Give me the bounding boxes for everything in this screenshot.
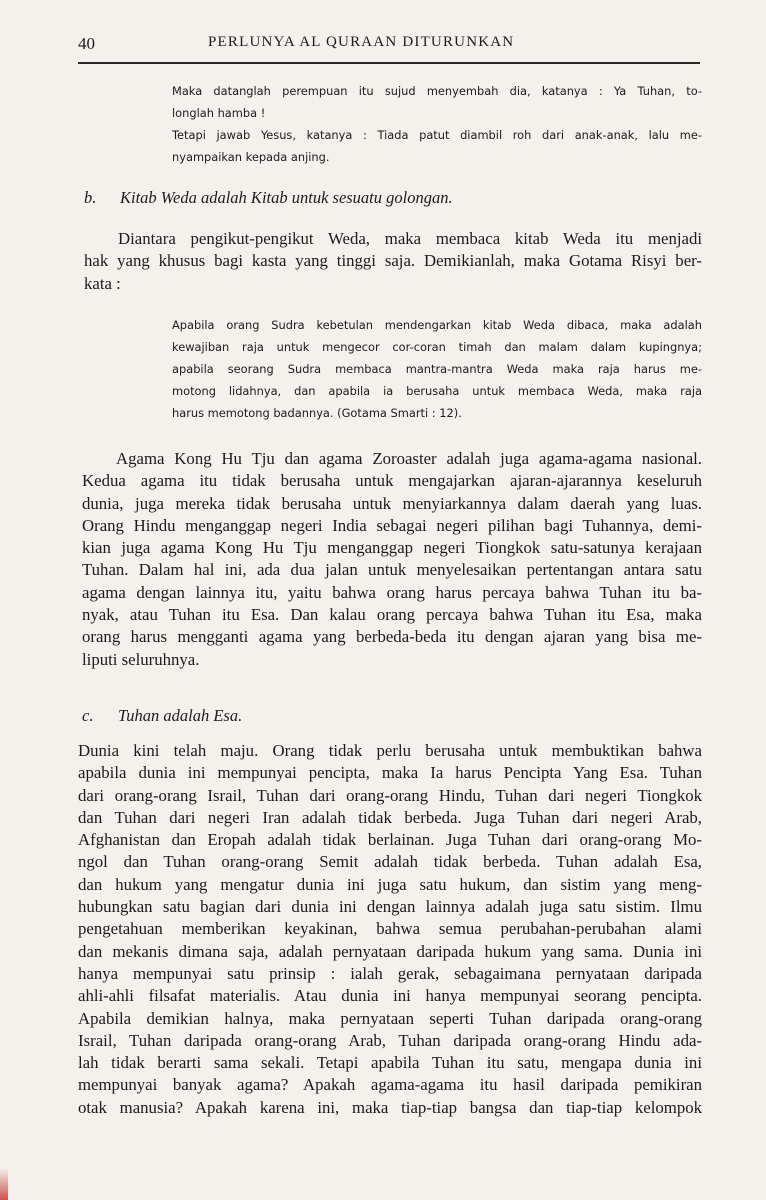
- text-line: Kedua agama itu tidak berusaha untuk mengajarkan ajaran-ajarannya keseluruh: [82, 471, 702, 491]
- page-number: 40: [78, 34, 95, 53]
- text-line: Tetapi jawab Yesus, katanya : Tiada patut diambil roh dari anak-anak, lalu me-: [172, 128, 702, 142]
- text-line: kata :: [84, 273, 121, 293]
- section-label: c.: [82, 706, 94, 725]
- page-header: [78, 30, 700, 64]
- text-line: dan hukum yang mengatur dunia ini juga satu hukum, dan sistim yang meng-: [78, 874, 702, 894]
- text-line: nyak, atau Tuhan itu Esa. Dan kalau orang percaya bahwa Tuhan itu Esa, maka: [82, 605, 702, 625]
- text-line: agama dengan lainnya itu, yaitu bahwa orang harus percaya bahwa Tuhan itu ba-: [82, 582, 702, 602]
- text-line: apabila seorang Sudra membaca mantra-mantra Weda maka raja harus me-: [172, 362, 702, 376]
- text-line: nyampaikan kepada anjing.: [172, 150, 330, 164]
- text-line: Orang Hindu menganggap negeri India sebagai negeri pilihan bagi Tuhannya, demi-: [82, 515, 702, 535]
- text-line: Maka datanglah perempuan itu sujud menyembah dia, katanya : Ya Tuhan, to-: [172, 84, 702, 98]
- text-line: motong lidahnya, dan apabila ia berusaha untuk membaca Weda, maka raja: [172, 384, 702, 398]
- text-line: hubungkan satu bagian dari dunia ini dengan lainnya adalah juga satu sistim. Ilmu: [78, 897, 702, 917]
- text-line: Dunia kini telah maju. Orang tidak perlu berusaha untuk membuktikan bahwa: [78, 741, 702, 760]
- text-line: dan mekanis dimana saja, adalah pernyataan daripada hukum yang sama. Dunia ini: [78, 941, 702, 961]
- paragraph-kong-hu-tju: [82, 448, 702, 671]
- text-line: Agama Kong Hu Tju dan agama Zoroaster adalah juga agama-agama nasional.: [116, 449, 702, 468]
- text-line: ahli-ahli filsafat materialis. Atau dunia ini hanya mempunyai seorang pencipta.: [78, 986, 702, 1006]
- text-line: Diantara pengikut-pengikut Weda, maka membaca kitab Weda itu menjadi: [118, 229, 702, 248]
- text-line: kian juga agama Kong Hu Tju menganggap negeri Tiongkok satu-satunya kerajaan: [82, 538, 702, 558]
- text-line: otak manusia? Apakah karena ini, maka tiap-tiap bangsa dan tiap-tiap kelompok: [78, 1097, 702, 1117]
- text-line: liputi seluruhnya.: [82, 649, 200, 669]
- text-line: mempunyai banyak agama? Apakah agama-agama itu hasil daripada pemikiran: [78, 1075, 702, 1095]
- section-heading-b: [84, 188, 453, 208]
- text-line: longlah hamba !: [172, 106, 266, 120]
- quote-gotama: [172, 314, 702, 424]
- text-line: pengetahuan memberikan keyakinan, bahwa semua perubahan-perubahan alami: [78, 919, 702, 939]
- text-line: orang harus mengganti agama yang berbeda-beda itu dengan ajaran yang bisa me-: [82, 627, 702, 647]
- text-line: ngol dan Tuhan orang-orang Semit adalah tidak berbeda. Tuhan adalah Esa,: [78, 852, 702, 872]
- paragraph-weda: [84, 228, 702, 295]
- section-title: Tuhan adalah Esa.: [118, 706, 243, 725]
- paragraph-tuhan-esa: [78, 740, 702, 1119]
- text-line: Tuhan. Dalam hal ini, ada dua jalan untuk menyelesaikan pertentangan antara satu: [82, 560, 702, 580]
- text-line: dari orang-orang Israil, Tuhan dari orang-orang Hindu, Tuhan dari negeri Tiongkok: [78, 785, 702, 805]
- text-line: hak yang khusus bagi kasta yang tinggi saja. Demikianlah, maka Gotama Risyi ber-: [84, 251, 702, 271]
- text-line: harus memotong badannya. (Gotama Smarti : 12).: [172, 406, 462, 420]
- text-line: dan Tuhan dari negeri Iran adalah tidak berbeda. Juga Tuhan dari negeri Arab,: [78, 807, 702, 827]
- section-heading-c: [82, 706, 242, 726]
- text-line: Apabila demikian halnya, maka pernyataan seperti Tuhan daripada orang-orang: [78, 1008, 702, 1028]
- quote-yesus: [172, 80, 702, 168]
- running-title: PERLUNYA AL QURAAN DITURUNKAN: [208, 34, 515, 50]
- text-line: Afghanistan dan Eropah adalah tidak berlainan. Juga Tuhan dari orang-orang Mo-: [78, 830, 702, 850]
- text-line: hanya mempunyai satu prinsip : ialah gerak, sebagaimana pernyataan daripada: [78, 963, 702, 983]
- text-line: Israil, Tuhan daripada orang-orang Arab, Tuhan daripada orang-orang Hindu ada-: [78, 1030, 702, 1050]
- text-line: kewajiban raja untuk mengecor cor-coran timah dan malam dalam kupingnya;: [172, 340, 702, 354]
- text-line: Apabila orang Sudra kebetulan mendengarkan kitab Weda dibaca, maka adalah: [172, 318, 702, 332]
- section-label: b.: [84, 188, 97, 207]
- section-title: Kitab Weda adalah Kitab untuk sesuatu golongan.: [120, 188, 453, 207]
- text-line: apabila dunia ini mempunyai pencipta, maka Ia harus Pencipta Yang Esa. Tuhan: [78, 763, 702, 783]
- text-line: lah tidak berarti sama sekali. Tetapi apabila Tuhan itu satu, mengapa dunia ini: [78, 1053, 702, 1073]
- page-edge-mark: [0, 1168, 8, 1200]
- text-line: dunia, juga mereka tidak berusaha untuk menyiarkannya dalam daerah yang luas.: [82, 493, 702, 513]
